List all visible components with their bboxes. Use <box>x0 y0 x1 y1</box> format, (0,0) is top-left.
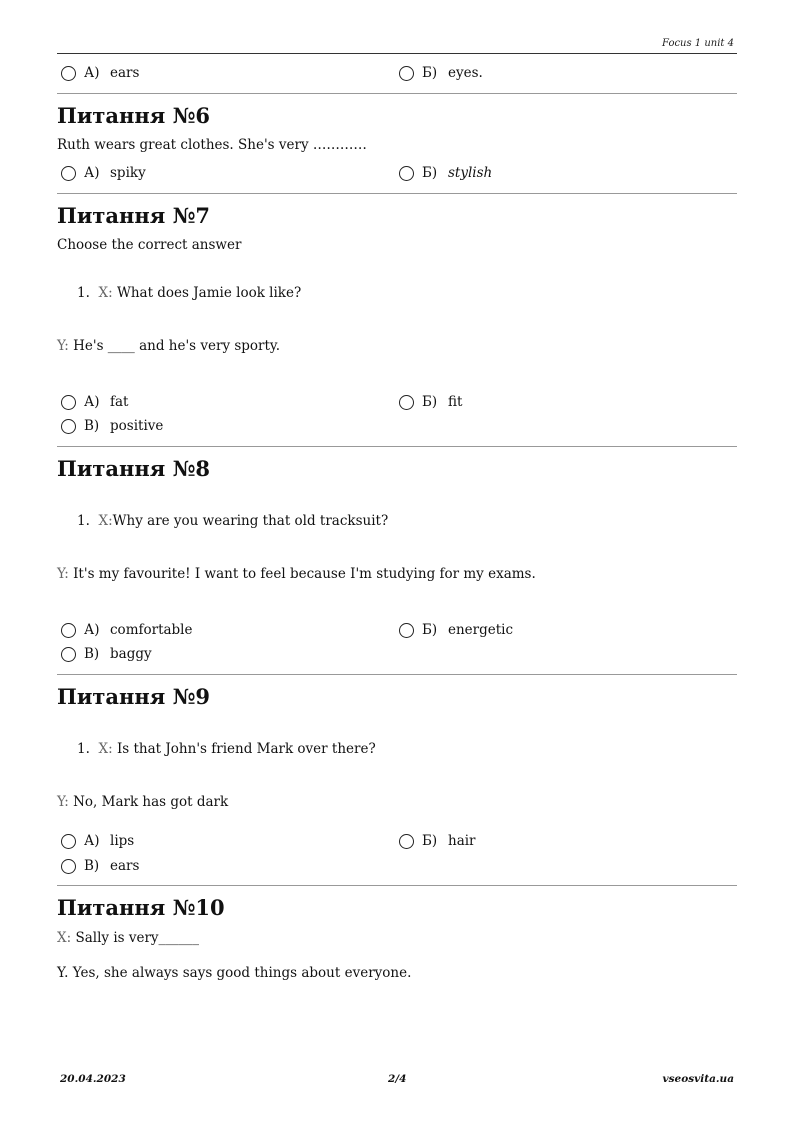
radio-button[interactable] <box>399 66 414 81</box>
dialogue-line-x <box>57 930 199 946</box>
option-text: hair <box>448 833 476 849</box>
speaker-x-label: X: <box>98 741 113 757</box>
option-letter: Б) <box>422 165 438 181</box>
option-q9-b[interactable] <box>399 833 476 849</box>
speaker-x-label: X: <box>98 285 113 301</box>
question-title-8: Питання №8 <box>57 456 211 481</box>
radio-button[interactable] <box>399 395 414 410</box>
option-q8-a[interactable] <box>61 622 193 638</box>
dialogue-line-x <box>77 513 388 529</box>
item-number: 1. <box>77 285 90 301</box>
option-q9-a[interactable] <box>61 833 134 849</box>
question-prompt-6: Ruth wears great clothes. She's very ………… <box>57 137 367 153</box>
question-divider <box>57 885 737 886</box>
option-text: positive <box>110 418 164 434</box>
radio-button[interactable] <box>399 834 414 849</box>
option-q5-a[interactable] <box>61 65 139 81</box>
radio-button[interactable] <box>61 834 76 849</box>
option-letter: В) <box>84 858 100 874</box>
option-q8-b[interactable] <box>399 622 513 638</box>
radio-button[interactable] <box>399 166 414 181</box>
speaker-x-label: X: <box>98 513 113 529</box>
question-title-7: Питання №7 <box>57 203 211 228</box>
dialogue-line-y <box>57 566 536 582</box>
dialogue-line-y <box>57 338 280 354</box>
dialogue-line-y <box>57 794 228 810</box>
radio-button[interactable] <box>61 647 76 662</box>
dialogue-x-text: Is that John's friend Mark over there? <box>116 741 376 757</box>
dialogue-line-x <box>77 285 301 301</box>
option-text: energetic <box>448 622 514 638</box>
question-title-10: Питання №10 <box>57 895 225 920</box>
radio-button[interactable] <box>61 66 76 81</box>
radio-button[interactable] <box>61 859 76 874</box>
dialogue-x-text: What does Jamie look like? <box>116 285 302 301</box>
option-letter: Б) <box>422 622 438 638</box>
question-prompt-7: Choose the correct answer <box>57 237 242 253</box>
item-number: 1. <box>77 741 90 757</box>
option-q8-c[interactable] <box>61 646 152 662</box>
option-q6-b[interactable] <box>399 165 492 181</box>
option-text: ears <box>110 858 140 874</box>
option-letter: Б) <box>422 833 438 849</box>
item-number: 1. <box>77 513 90 529</box>
option-q7-b[interactable] <box>399 394 462 410</box>
speaker-y-label: Y: <box>57 794 69 810</box>
option-letter: Б) <box>422 394 438 410</box>
question-title-9: Питання №9 <box>57 684 211 709</box>
header-title: Focus 1 unit 4 <box>662 38 734 49</box>
option-text: stylish <box>448 165 493 181</box>
question-divider <box>57 193 737 194</box>
option-letter: В) <box>84 418 100 434</box>
speaker-y-label: Y: <box>57 338 69 354</box>
dialogue-x-text: Why are you wearing that old tracksuit? <box>112 513 389 529</box>
speaker-y-label: Y: <box>57 566 69 582</box>
option-q9-c[interactable] <box>61 858 139 874</box>
question-title-6: Питання №6 <box>57 103 211 128</box>
radio-button[interactable] <box>61 419 76 434</box>
option-text: ears <box>110 65 140 81</box>
option-q5-b[interactable] <box>399 65 483 81</box>
option-letter: А) <box>84 622 100 638</box>
radio-button[interactable] <box>61 395 76 410</box>
option-text: fat <box>110 394 129 410</box>
option-text: baggy <box>110 646 152 662</box>
radio-button[interactable] <box>61 623 76 638</box>
radio-button[interactable] <box>61 166 76 181</box>
footer-date: 20.04.2023 <box>60 1073 126 1085</box>
option-text: fit <box>448 394 463 410</box>
dialogue-line-y: Y. Yes, she always says good things about everyone. <box>57 965 412 981</box>
option-text: comfortable <box>110 622 193 638</box>
dialogue-y-text: It's my favourite! I want to feel because I'm studying for my exams. <box>73 566 536 582</box>
option-letter: В) <box>84 646 100 662</box>
option-letter: А) <box>84 65 100 81</box>
option-text: eyes. <box>448 65 483 81</box>
option-q6-a[interactable] <box>61 165 146 181</box>
option-q7-a[interactable] <box>61 394 128 410</box>
option-text: lips <box>110 833 135 849</box>
question-divider <box>57 674 737 675</box>
footer-page-number: 2/4 <box>388 1073 407 1085</box>
option-letter: А) <box>84 165 100 181</box>
footer-site: vseosvita.ua <box>662 1073 734 1085</box>
header-rule <box>57 53 737 54</box>
option-letter: А) <box>84 394 100 410</box>
dialogue-x-text: Sally is very______ <box>75 930 200 946</box>
dialogue-y-text: He's ____ and he's very sporty. <box>73 338 281 354</box>
question-divider <box>57 446 737 447</box>
option-text: spiky <box>110 165 146 181</box>
option-letter: А) <box>84 833 100 849</box>
option-q7-c[interactable] <box>61 418 163 434</box>
dialogue-line-x <box>77 741 376 757</box>
question-divider <box>57 93 737 94</box>
radio-button[interactable] <box>399 623 414 638</box>
dialogue-y-text: No, Mark has got dark <box>73 794 229 810</box>
speaker-x-label: X: <box>57 930 72 946</box>
option-letter: Б) <box>422 65 438 81</box>
